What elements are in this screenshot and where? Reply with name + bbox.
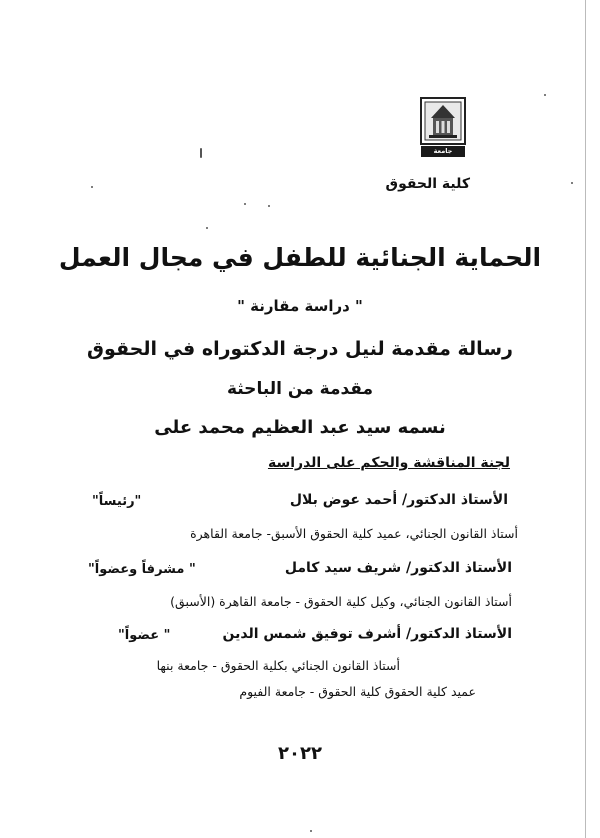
committee-member-name: الأستاذ الدكتور/ أشرف توفيق شمس الدين	[222, 626, 512, 642]
committee-member-name: الأستاذ الدكتور/ أحمد عوض بلال	[289, 492, 508, 508]
thesis-subtitle: " دراسة مقارنة "	[237, 297, 363, 315]
committee-member-description: عميد كلية الحقوق كلية الحقوق - جامعة الفيوم	[239, 684, 476, 699]
faculty-name: كلية الحقوق	[385, 176, 470, 192]
scan-speck	[268, 205, 270, 207]
thesis-title: الحماية الجنائية للطفل في مجال العمل	[58, 243, 542, 272]
scan-speck	[206, 227, 208, 229]
submitted-by-label: مقدمة من الباحثة	[226, 379, 374, 399]
logo-text: جامعة القاهرة	[430, 147, 456, 164]
scan-speck	[544, 94, 546, 96]
committee-member-role: " عضواً"	[118, 628, 171, 643]
researcher-name: نسمه سيد عبد العظيم محمد على	[154, 417, 446, 438]
university-logo	[419, 96, 467, 164]
committee-member-name: الأستاذ الدكتور/ شريف سيد كامل	[284, 560, 512, 576]
scan-speck	[244, 203, 246, 205]
committee-member-role: " مشرفاً وعضواً"	[88, 562, 196, 577]
scan-speck	[571, 182, 573, 184]
committee-member-description: أستاذ القانون الجنائي، وكيل كلية الحقوق - جامعة القاهرة (الأسبق)	[170, 594, 512, 609]
thesis-year: ٢٠٢٢	[278, 743, 322, 764]
committee-heading: لجنة المناقشة والحكم على الدراسة	[267, 455, 510, 471]
scan-speck	[310, 830, 312, 832]
scan-speck	[200, 148, 202, 158]
scan-speck	[91, 186, 93, 188]
thesis-purpose: رسالة مقدمة لنيل درجة الدكتوراه في الحقوق	[87, 338, 513, 360]
committee-member-description: أستاذ القانون الجنائي بكلية الحقوق - جامعة بنها	[156, 658, 400, 673]
committee-member-description: أستاذ القانون الجنائي، عميد كلية الحقوق الأسبق- جامعة القاهرة	[190, 526, 518, 541]
committee-member-role: "رئيساً"	[92, 494, 142, 509]
